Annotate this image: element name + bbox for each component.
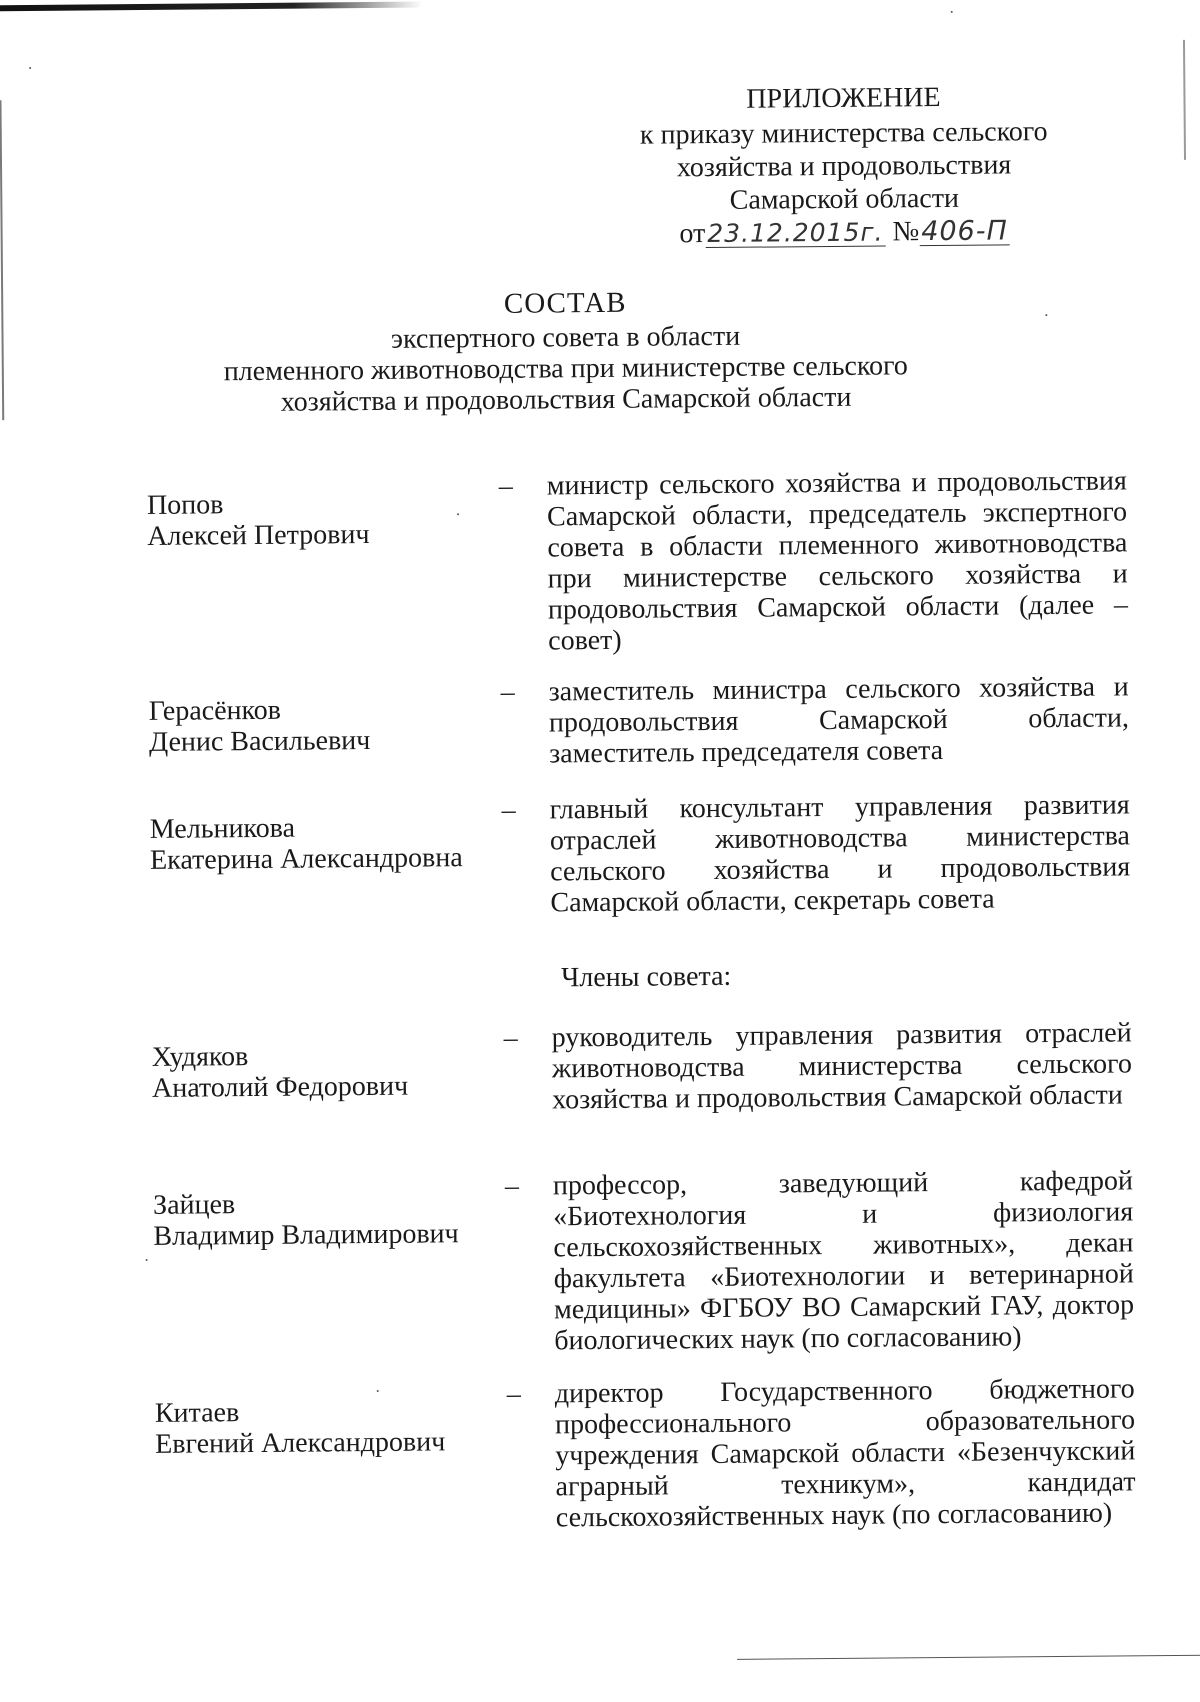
appendix-title: ПРИЛОЖЕНИЕ	[746, 81, 941, 115]
member-role: руководитель управления развития отраслей животноводства министерства сельского хозяйства и продовольствия Самарской области	[551, 1017, 1133, 1116]
scan-edge-left	[0, 100, 4, 420]
member-name	[150, 811, 481, 876]
member-surname: Мельникова	[149, 812, 296, 845]
member-given-names: Екатерина Александровна	[149, 842, 463, 876]
member-name	[147, 487, 478, 552]
member-given-names: Анатолий Федорович	[151, 1070, 409, 1104]
member-surname: Попов	[146, 489, 224, 521]
member-entry	[151, 1017, 1133, 1116]
heading-line: племенного животноводства при министерстве сельского	[223, 350, 909, 388]
scan-speck	[377, 1390, 379, 1392]
member-given-names: Владимир Владимирович	[153, 1218, 459, 1252]
separator-dash: –	[504, 1170, 520, 1202]
scan-speck	[1045, 314, 1047, 316]
handwritten-number: 406-П	[921, 215, 1008, 248]
member-role: министр сельского хозяйства и продовольствия Самарской области, председатель экспертного совета в области племенного животноводства при министерстве сельского хозяйства и продовольствия Самарской области (далее – совет)	[546, 465, 1129, 657]
scan-edge-top	[0, 2, 423, 12]
separator-dash: –	[500, 676, 515, 708]
member-surname: Худяков	[151, 1041, 249, 1073]
member-name	[153, 1187, 484, 1252]
member-name	[152, 1039, 483, 1104]
scan-speck	[29, 67, 31, 69]
separator-dash: –	[503, 1022, 518, 1054]
member-role: главный консультант управления развития отраслей животноводства министерства сельского хозяйства и продовольствия Самарской области, секретарь совета	[549, 789, 1131, 919]
members-heading: Члены совета:	[560, 960, 732, 994]
scan-speck	[951, 11, 953, 13]
member-entry	[149, 789, 1131, 919]
scan-speck	[146, 1259, 148, 1261]
order-date-number-line	[595, 214, 1095, 251]
separator-dash: –	[498, 470, 513, 502]
member-name	[149, 693, 480, 758]
member-name	[155, 1395, 486, 1460]
separator-dash: –	[501, 794, 516, 826]
number-prefix: №	[892, 216, 920, 248]
heading-line: экспертного совета в области	[390, 320, 741, 355]
document-heading	[175, 285, 956, 419]
appendix-line: Самарской области	[729, 182, 960, 216]
heading-title: СОСТАВ	[503, 286, 627, 320]
separator-dash: –	[506, 1378, 521, 1410]
heading-line: хозяйства и продовольствия Самарской области	[280, 381, 852, 418]
date-prefix: от	[679, 218, 706, 250]
member-entry	[152, 1165, 1135, 1357]
member-surname: Зайцев	[152, 1189, 236, 1221]
member-given-names: Денис Васильевич	[148, 725, 371, 758]
scan-edge-bottom	[737, 1655, 1200, 1660]
member-given-names: Алексей Петрович	[147, 519, 370, 552]
member-role: заместитель министра сельского хозяйства и продовольствия Самарской области, заместитель председателя совета	[548, 671, 1130, 770]
member-entry	[146, 465, 1129, 657]
member-role: профессор, заведующий кафедрой «Биотехнология и физиология сельскохозяйственных животных», декан факультета «Биотехнологии и ветеринарной медицины» ФГБОУ ВО Самарский ГАУ, доктор биологических наук (по согласованию)	[552, 1165, 1135, 1357]
appendix-line: хозяйства и продовольствия	[676, 149, 1012, 184]
member-surname: Китаев	[154, 1397, 240, 1429]
member-entry	[148, 671, 1130, 770]
member-given-names: Евгений Александрович	[155, 1426, 446, 1460]
member-role: директор Государственного бюджетного профессионального образовательного учреждения Самарской области «Безенчукский аграрный техникум», кандидат сельскохозяйственных наук (по согласованию)	[554, 1373, 1136, 1534]
handwritten-date: 23.12.2015г.	[707, 217, 884, 249]
appendix-line: к приказу министерства сельского	[639, 116, 1048, 151]
appendix-block	[593, 80, 1094, 251]
scan-edge-right	[1183, 40, 1186, 160]
member-entry	[154, 1373, 1136, 1534]
member-surname: Герасёнков	[148, 694, 282, 727]
